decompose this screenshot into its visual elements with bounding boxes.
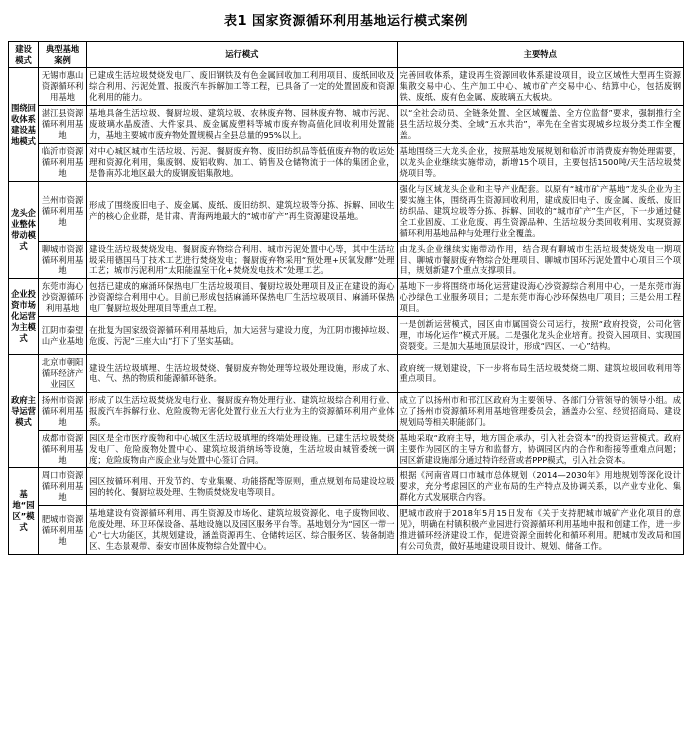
cell-construction-mode: 围绕回收体系建设基地模式 <box>9 68 39 181</box>
cell-typical-base-case: 湛江县资源循环利用基地 <box>39 106 87 144</box>
cell-main-features: 基地采取“政府主导，地方国企承办，引入社会资本”的投资运营模式。政府主要作为园区的主导方和监督方，协调园区内的合作和衔接等重难点问题；园区新建设施部分通过特许经营或者PPP模式，引入社会资本。 <box>397 430 683 468</box>
cell-main-features: 完善回收体系，建设再生资源回收体系建设项目，设立区域性大型再生资源集散交易中心、生产加工中心、城市矿产交易中心、结算中心，包括废钢铁、废纸、废有色金属、废玻璃五大板块。 <box>397 68 683 106</box>
cell-run-mode: 对中心城区城市生活垃圾、污泥、餐厨废弃物、废旧纺织品等低值废弃物的收运处理和资源化利用，集废钢、废铝收购、加工、销售及仓储物流于一体的集团企业，是鲁南苏北地区最大的废钢废铝集散地。 <box>87 144 397 182</box>
cell-run-mode: 建设生活垃圾填埋、生活垃圾焚烧、餐厨废弃物处理等垃圾处理设施，形成了水、电、气、热的物质和能源循环链条。 <box>87 355 397 393</box>
resource-recycling-base-table <box>8 41 684 555</box>
cell-main-features: 根据《河南省周口市城市总体规划（2014—2030年》用地规划等深化设计要求，充分考虑园区的产业布局的生产特点及协调关系，以产业专业化、集群化方式发展联合内容。 <box>397 468 683 506</box>
cell-main-features: 一是创新运营模式，园区由市属国资公司运行，按照“政府投资，公司化管理，市场化运作”模式开展。二是强化龙头企业培育。投资入园项目、实现国资裂变。三是加大基地顶层设计，形成“四区、一心”结构。 <box>397 317 683 355</box>
cell-run-mode: 形成了以生活垃圾焚烧发电行业、餐厨废弃物处理行业、建筑垃圾综合利用行业、报废汽车拆解行业、危险废物无害化处置行业五大行业为主的资源循环利用产业体系。 <box>87 392 397 430</box>
cell-typical-base-case: 周口市资源循环利用基地 <box>39 468 87 506</box>
header-row <box>9 41 684 68</box>
table-row <box>9 279 684 317</box>
cell-typical-base-case: 成都市资源循环利用基地 <box>39 430 87 468</box>
header-case-line2: 案例 <box>54 54 71 65</box>
table-row <box>9 144 684 182</box>
cell-main-features: 强化与区域龙头企业和主导产业配套。以原有“城市矿产基地”龙头企业为主要实施主体，围绕再生资源回收利用，建成废旧电子、废金属、废纸、废旧纺织品、建筑垃圾等分拣、拆解、回收的“城市矿产”生产区，下一步通过健全工业固废、工业危废、再生资源品种、生活垃圾分类回收利用、实现资源循环利用基地品种与处理行业全覆盖。 <box>397 181 683 241</box>
table-row <box>9 430 684 468</box>
cell-run-mode: 园区按循环利用、开发节约、专业集聚、功能搭配等原则，重点规划布局建设垃圾园的转化、餐厨垃圾处理、生物质焚烧发电等项目。 <box>87 468 397 506</box>
cell-run-mode: 基地具备生活垃圾、餐厨垃圾、建筑垃圾、农林废弃物、园林废弃物、城市污泥、废玻璃水晶废渣、大件家具、废金属废塑料等城市废弃物高值化回收利用处置能力，基地主要城市废弃物处置规模占全县总量的95%以上。 <box>87 106 397 144</box>
table-row <box>9 355 684 393</box>
cell-typical-base-case: 北京市朝阳循环经济产业园区 <box>39 355 87 393</box>
cell-run-mode: 已建成生活垃圾焚烧发电厂、废旧钢铁及有色金属回收加工利用项目、废纸回收及综合利用、污泥处置、报废汽车拆解加工等工程，已具备了一定的处置固废和资源化利用的能力。 <box>87 68 397 106</box>
table-caption: 表1 国家资源循环利用基地运行模式案例 <box>223 14 469 29</box>
cell-main-features: 基地下一步将围绕市场化运营建设海心沙资源综合利用中心，一是东莞市海心沙绿色工业服务项目；二是东莞市海心沙环保热电厂项目；三是公用工程项目。 <box>397 279 683 317</box>
header-mode-line2: 模式 <box>15 54 32 65</box>
cell-run-mode: 包括已建成的麻涌环保热电厂生活垃圾项目、餐厨垃圾处理项目及正在建设的海心沙资源综合利用中心。目前已形成包括麻涌环保热电厂生活垃圾项目、麻涌环保热电厂餐厨垃圾处理项目等重点工程。 <box>87 279 397 317</box>
cell-main-features: 由龙头企业继续实施带动作用，结合现有聊城市生活垃圾焚烧发电一期项目、聊城市餐厨废弃物综合处理项目、聊城市国环污泥处置中心项目三个项目，规划新建7个重点支撑项目。 <box>397 241 683 279</box>
cell-construction-mode: 企业投资市场化运营为主模式 <box>9 279 39 355</box>
cell-main-features: 以“全社会动员、全链条处置、全区域覆盖、全方位监督”要求，强制推行全县生活垃圾分类、全域“五水共治”，率先在全省实现城乡垃圾分类工作全覆盖。 <box>397 106 683 144</box>
table-head <box>9 41 684 68</box>
cell-typical-base-case: 东莞市海心沙资源循环利用基地 <box>39 279 87 317</box>
table-row <box>9 68 684 106</box>
table-row <box>9 468 684 506</box>
cell-run-mode: 建设生活垃圾焚烧发电、餐厨废弃物综合利用、城市污泥处置中心等，其中生活垃圾采用德国马丁技术工艺进行焚烧发电；餐厨废弃物采用“预处理+厌氧发酵”处理工艺；城市污泥利用“太阳能温室干化+焚烧发电技术”处理工艺。 <box>87 241 397 279</box>
cell-construction-mode: 龙头企业整体带动模式 <box>9 181 39 279</box>
table-row <box>9 181 684 241</box>
cell-construction-mode: 基地“园区”模式 <box>9 468 39 555</box>
cell-construction-mode: 政府主导运营模式 <box>9 355 39 468</box>
header-mode-line1: 建设 <box>15 43 32 54</box>
table-row <box>9 506 684 555</box>
header-run-mode: 运行模式 <box>87 41 397 68</box>
cell-typical-base-case: 无锡市惠山资源循环利用基地 <box>39 68 87 106</box>
cell-main-features: 成立了以扬州市和邗江区政府为主要领导、各部门分管领导的领导小组。成立了扬州市资源循环利用基地管理委员会，涵盖办公室、经贸招商局、建设规划局等相关职能部门。 <box>397 392 683 430</box>
header-mode <box>9 41 39 68</box>
header-case-line1: 典型基地 <box>45 43 80 54</box>
header-case <box>39 41 87 68</box>
cell-typical-base-case: 聊城市资源循环利用基地 <box>39 241 87 279</box>
cell-main-features: 肥城市政府于2018年5月15日发布《关于支持肥城市城矿产业化项目的意见》，明确在村镇积极产业园进行资源循环利用基地申报和创建工作，进一步推进循环经济建设工作，促进资源全面转化和循环利用。肥城市发改局和国有公司负责，做好基地建设项目设计、规划、储备工作。 <box>397 506 683 555</box>
cell-typical-base-case: 江阴市秦望山产业基地 <box>39 317 87 355</box>
cell-typical-base-case: 临沂市资源循环利用基地 <box>39 144 87 182</box>
table-row <box>9 106 684 144</box>
cell-typical-base-case: 扬州市资源循环利用基地 <box>39 392 87 430</box>
cell-run-mode: 形成了围绕废旧电子、废金属、废纸、废旧纺织、建筑垃圾等分拣、拆解、回收生产的核心企业群，是甘肃、青海两地最大的“城市矿产”再生资源建设基地。 <box>87 181 397 241</box>
header-main-features: 主要特点 <box>397 41 683 68</box>
table-body <box>9 68 684 555</box>
cell-typical-base-case: 兰州市资源循环利用基地 <box>39 181 87 241</box>
cell-typical-base-case: 肥城市资源循环利用基地 <box>39 506 87 555</box>
cell-main-features: 政府统一规划建设，下一步将布局生活垃圾焚烧二期、建筑垃圾回收利用等重点项目。 <box>397 355 683 393</box>
table-row <box>9 392 684 430</box>
cell-run-mode: 在批复为国家级资源循环利用基地后，加大运营与建设力度，为江阴市搬掉垃圾、危废、污泥“三座大山”打下了坚实基础。 <box>87 317 397 355</box>
table-row <box>9 241 684 279</box>
cell-main-features: 基地围绕三大龙头企业，按照基地发展规划和临沂市消费废弃物处理需要，以龙头企业继续实施带动，新增15个项目，主要包括1500吨/天生活垃圾焚烧项目等。 <box>397 144 683 182</box>
cell-run-mode: 园区是全市医疗废物和中心城区生活垃圾填埋的终端处理设施。已建生活垃圾焚烧发电厂、危险废物处置中心、建筑垃圾消纳场等设施，生活垃圾由城管委统一调度；危险废物由产废企业与处置中心签订合同。 <box>87 430 397 468</box>
cell-run-mode: 基地建设有资源循环利用、再生资源及市场化、建筑垃圾资源化、电子废物回收、危废处理、环卫环保设备、基地设施以及园区服务平台等。基地划分为“园区一带一心”七大功能区，其规划建设，涵盖资源再生、仓储转运区、综合服务区、装备制造区、生态景观带、泰安市固体废物综合处置中心。 <box>87 506 397 555</box>
table-row <box>9 317 684 355</box>
